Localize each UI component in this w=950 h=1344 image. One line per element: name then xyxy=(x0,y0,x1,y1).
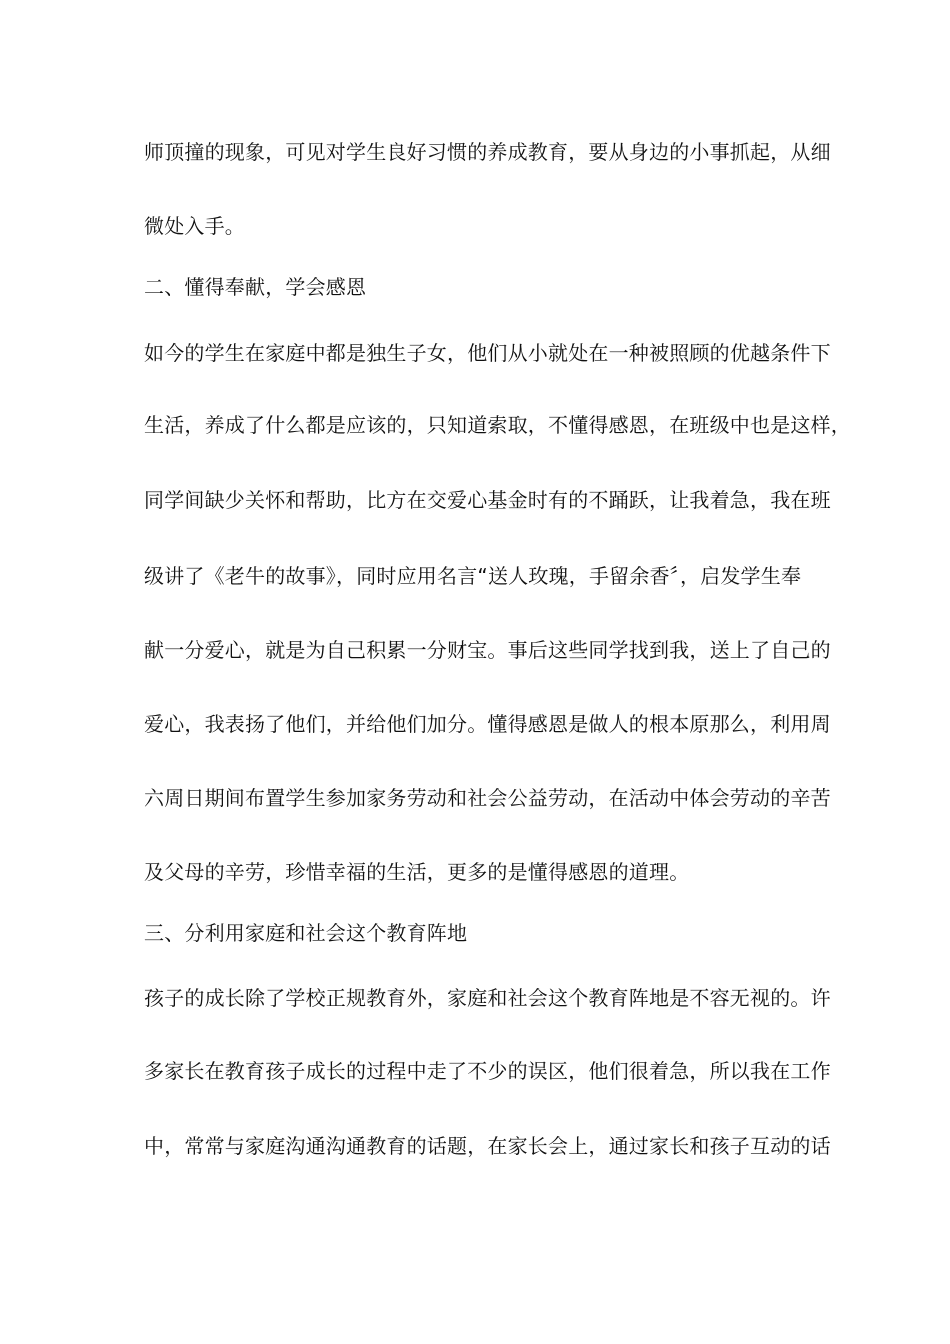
paragraph-line: 爱心，我表扬了他们，并给他们加分。懂得感恩是做人的根本原那么，利用周 xyxy=(144,712,831,736)
paragraph-line: 孩子的成长除了学校正规教育外，家庭和社会这个教育阵地是不容无视的。许 xyxy=(144,986,831,1010)
paragraph-line: 中，常常与家庭沟通沟通教育的话题，在家长会上，通过家长和孩子互动的话 xyxy=(144,1134,831,1158)
paragraph-line: 级讲了《老牛的故事》，同时应用名言“送人玫瑰，手留余香〞，启发学生奉 xyxy=(144,564,802,588)
paragraph-line: 献一分爱心，就是为自己积累一分财宝。事后这些同学找到我，送上了自己的 xyxy=(144,638,831,662)
section-heading: 二、懂得奉献，学会感恩 xyxy=(144,275,367,299)
section-heading: 三、分利用家庭和社会这个教育阵地 xyxy=(144,921,468,945)
paragraph-line: 同学间缺少关怀和帮助，比方在交爱心基金时有的不踊跃，让我着急，我在班 xyxy=(144,488,831,512)
paragraph-line: 多家长在教育孩子成长的过程中走了不少的误区，他们很着急，所以我在工作 xyxy=(144,1059,831,1083)
paragraph-line: 微处入手。 xyxy=(144,214,245,238)
paragraph-line: 六周日期间布置学生参加家务劳动和社会公益劳动，在活动中体会劳动的辛苦 xyxy=(144,786,831,810)
paragraph-line: 师顶撞的现象，可见对学生良好习惯的养成教育，要从身边的小事抓起，从细 xyxy=(144,140,831,164)
paragraph-line: 及父母的辛劳，珍惜幸福的生活，更多的是懂得感恩的道理。 xyxy=(144,860,690,884)
paragraph-line: 生活，养成了什么都是应该的，只知道索取，不懂得感恩，在班级中也是这样， xyxy=(144,413,851,437)
paragraph-line: 如今的学生在家庭中都是独生子女，他们从小就处在一种被照顾的优越条件下 xyxy=(144,341,831,365)
